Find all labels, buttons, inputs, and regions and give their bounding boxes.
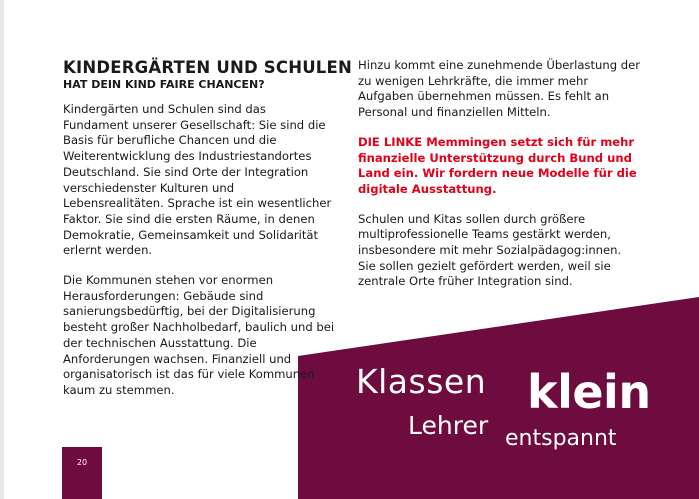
- paragraph-teams: Schulen und Kitas sollen durch größere multiprofessionelle Teams gestärkt werden, insbesondere mit mehr Sozialpädagog:innen. Sie sollen gezielt gefördert werden, weil sie zentrale Orte früher Integration sind.: [358, 211, 622, 289]
- slogan-klassen: Klassen: [356, 362, 487, 401]
- highlight-demand: DIE LINKE Memmingen setzt sich für mehr finanzielle Unterstützung durch Bund und Land ein. Wir fordern neue Modelle für die digitale Ausstattung.: [358, 134, 637, 196]
- paragraph-intro: Kindergärten und Schulen sind das Fundament unserer Gesellschaft: Sie sind die Basis für berufliche Chancen und die Weiterentwicklung des Industriestandortes Deutschland. Sie sind Orte der Integration verschiedenster Kulturen und Lebensrealitäten. Sprache ist ein wesentlicher Faktor. Sie sind die ersten Räume, in denen Demokratie, Gemeinsamkeit und Solidarität erlernt werden.: [63, 102, 332, 258]
- right-column: [358, 58, 640, 304]
- slogan-lehrer: Lehrer: [408, 411, 489, 440]
- slogan-entspannt: entspannt: [505, 426, 617, 451]
- page-number: 20: [62, 447, 102, 499]
- section-subtitle: HAT DEIN KIND FAIRE CHANCEN?: [63, 78, 265, 91]
- paragraph-teachers: Hinzu kommt eine zunehmende Überlastung der zu wenigen Lehrkräfte, die immer mehr Aufgaben übernehmen müssen. Es fehlt an Personal und finanziellen Mitteln.: [358, 58, 641, 120]
- left-column: [63, 58, 353, 413]
- section-title: KINDERGÄRTEN UND SCHULEN: [63, 58, 353, 77]
- paragraph-challenges: Die Kommunen stehen vor enormen Herausforderungen: Gebäude sind sanierungsbedürftig, bei der Digitalisierung besteht großer Nachholbedarf, baulich und bei der technischen Ausstattung. Die Anforderungen wachsen. Finanziell und organisatorisch ist das für viele Kommunen kaum zu stemmen.: [63, 273, 335, 397]
- slogan-klein: klein: [527, 365, 651, 419]
